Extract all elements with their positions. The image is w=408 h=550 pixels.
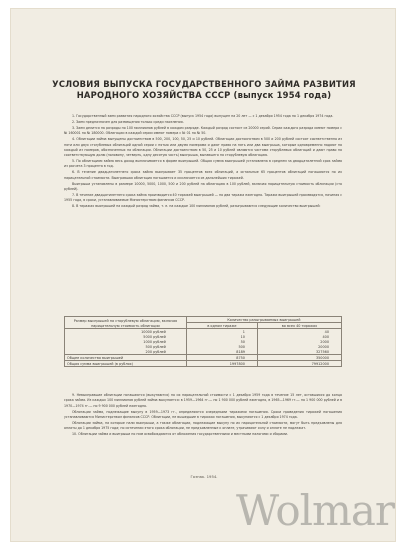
title-line-1: УСЛОВИЯ ВЫПУСКА ГОСУДАРСТВЕННОГО ЗАЙМА РАЗВИТИЯ [52,79,356,89]
table-header-all-draws: во всех 40 тиражах [257,323,341,329]
table-header-size: Размер выигрышей на сторублевую облигацию, включая нарицательную стоимость облигации [65,317,187,329]
prize-size: 200 рублей [65,349,187,355]
prize-size: 10000 рублей [65,329,187,335]
prize-table [64,316,342,367]
total-count-all: 350000 [257,355,341,361]
clause: 2. Заем предназначен для размещения только среди населения. [72,119,184,124]
printer-imprint: Гознак. 1954. [190,474,218,479]
total-sum-one: 1997800 [186,361,257,367]
clause: 9. Невыигравшие облигации погашаются (выкупаются) по их нарицательной стоимости с 1 декабря 1959 года в течение 15 лет, оставшихся до конца срока займа. Из каждых 100 миллионов рублей займа выкупается: в 1959—1964 гг.— по 1 900 000 рублей ежегодно, в 1965—1969 гг.— по 1 900 000 рублей и в 1970—1974 гг.— по 9 900 000 рублей ежегодно. [64,393,342,408]
total-count-one: 8750 [186,355,257,361]
document-title [0,79,408,101]
clause: 8. В тиражах выигрышей на каждый разряд займа, т. е. на каждые 100 миллионов рублей, разыгрываются следующие количество выигрышей: [72,204,321,209]
total-sum-all: 79912000 [257,361,341,367]
title-line-2: НАРОДНОГО ХОЗЯЙСТВА СССР (выпуск 1954 года) [76,90,332,100]
clause: 6. В течение двадцатилетнего срока займа выигрывает 35 процентов всех облигаций, а остальные 65 процентов облигаций погашаются по их нарицательной стоимости. Выигравшая облигация погашается и исключается из дальнейших тиражей. [64,170,342,180]
prize-count-one: 500 [186,344,257,349]
clause: 10. Облигации займа и выигрыши по ним освобождаются от обложения государственными и местными налогами и сборами. [72,432,289,437]
prize-count-all: 400 [257,334,341,339]
clause: 3. Заем делится на разряды по 100 миллионов рублей в каждом разряде. Каждый разряд состоит из 20000 серий. Серии каждого разряда имеют номера с № 160001 по № 180000. Облигации в каждой серии имеют номера с № 01 по № 50. [64,125,342,136]
clause: 4. Облигации займа выпущены достоинством в 500, 200, 100, 50, 25 и 10 рублей. Облигации достоинством в 500 и 200 рублей состоят соответственно из пяти или двух стоrублевых облигаций одной серии с пятью или двумя номерами и дают право на пять или два выигрыша, которые одновременно падают на каждый из номеров, обозначенных на облигации. Облигации достоинством в 50, 25 и 10 рублей являются частями сторублевых облигаций и дают право на соответствующую долю (половину, четверть, одну десятую часть) выигрыша, выпавшего на сторублевую облигацию. [64,137,342,158]
total-count-label: Общее количество выигрышей [65,355,187,361]
prize-count-all: 327560 [257,349,341,355]
clause: 7. В течение двадцатилетнего срока займа производится 40 тиражей выигрышей — по два тиража ежегодно. Тиражи выигрышей производятся, начиная с 1955 года, в сроки, устанавливаемые Министерством финансов СССР. [64,192,342,203]
clause: Облигации займа, на которые пали выигрыши, а также облигации, подлежащие выкупу по их нарицательной стоимости, могут быть предъявлены для оплаты до 1 декабря 1975 года; по истечении этого срока облигации, не предъявленные к оплате, утрачивают силу и оплате не подлежат. [64,420,342,431]
prize-count-one: 1 [186,329,257,335]
clause: Облигации займа, подлежащие выкупу в 1959—1973 гг., определяются очередными тиражами погашения. Сроки проведения тиражей погашения устанавливаются Министерством финансов СССР. Облигации, не вышедшие в тиражах погашения, выкупаются с 1 декабря 1974 года. [64,409,342,419]
prize-count-one: 8189 [186,349,257,355]
clause: Выигрыши установлены в размере 10000, 5000, 1000, 500 и 200 рублей на облигацию в 100 рублей, включая нарицательную стоимость облигации (сто рублей). [64,181,342,192]
prize-count-one: 10 [186,334,257,339]
total-sum-label: Общая сумма выигрышей (в рублях) [65,361,187,367]
prize-count-all: 2000 [257,339,341,344]
clause: 1. Государственный заем развития народного хозяйства СССР (выпуск 1954 года) выпущен на 20 лет — с 1 декабря 1954 года по 1 декабря 1974 года. [72,114,334,118]
table-total-sum-row [65,361,342,367]
prize-count-one: 50 [186,339,257,344]
conditions-text [64,114,342,210]
prize-count-all: 40 [257,329,341,335]
clause: 5. По облигациям займа весь доход выплачивается в форме выигрышей. Общая сумма выигрышей установлена в среднем за двадцатилетний срок займа из расчета 3 процента в год. [64,159,342,169]
prize-size: 500 рублей [65,344,187,349]
prize-size: 1000 рублей [65,339,187,344]
conditions-text-continued [64,393,342,438]
table-header-group: Количество разыгрываемых выигрышей [186,317,341,323]
table-header-one-draw: в одном тираже [186,323,257,329]
prize-count-all: 20000 [257,344,341,349]
watermark: Wolmar [236,486,394,535]
prize-size: 5000 рублей [65,334,187,339]
